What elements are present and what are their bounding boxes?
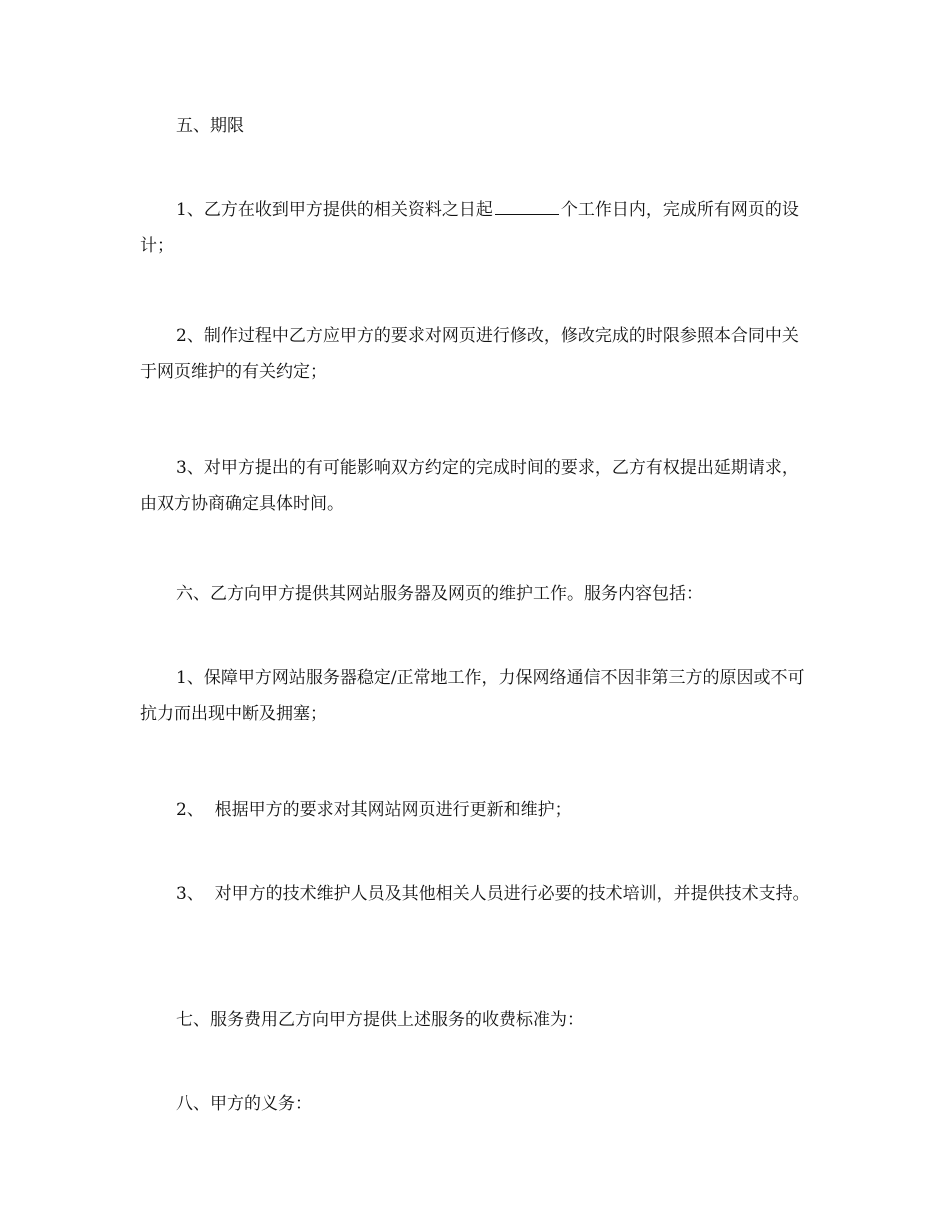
section-heading-term: 五、期限 bbox=[176, 116, 244, 136]
clause-extension: 3、对甲方提出的有可能影响双方约定的完成时间的要求，乙方有权提出延期请求，由双方协商确定具体时间。 bbox=[140, 458, 799, 514]
clause-design-deadline bbox=[140, 192, 815, 264]
clause-text-after-blank: 个工作日内，完成所有网页的设计； bbox=[140, 200, 799, 256]
clause-revision: 2、制作过程中乙方应甲方的要求对网页进行修改，修改完成的时限参照本合同中关于网页维护的有关约定； bbox=[140, 326, 799, 382]
clause-text-before-blank: 1、乙方在收到甲方提供的相关资料之日起 bbox=[176, 200, 493, 220]
section-heading-maintenance: 六、乙方向甲方提供其网站服务器及网页的维护工作。服务内容包括： bbox=[176, 584, 703, 604]
section-heading-obligations: 八、甲方的义务： bbox=[176, 1094, 312, 1114]
clause-page-update: 2、 根据甲方的要求对其网站网页进行更新和维护； bbox=[176, 800, 572, 820]
section-heading-fees: 七、服务费用乙方向甲方提供上述服务的收费标准为： bbox=[176, 1010, 584, 1030]
fill-in-blank bbox=[495, 200, 559, 215]
clause-training: 3、 对甲方的技术维护人员及其他相关人员进行必要的技术培训，并提供技术支持。 bbox=[176, 884, 810, 904]
clause-server-stability: 1、保障甲方网站服务器稳定/正常地工作，力保网络通信不因非第三方的原因或不可抗力而出现中断及拥塞； bbox=[140, 668, 805, 724]
